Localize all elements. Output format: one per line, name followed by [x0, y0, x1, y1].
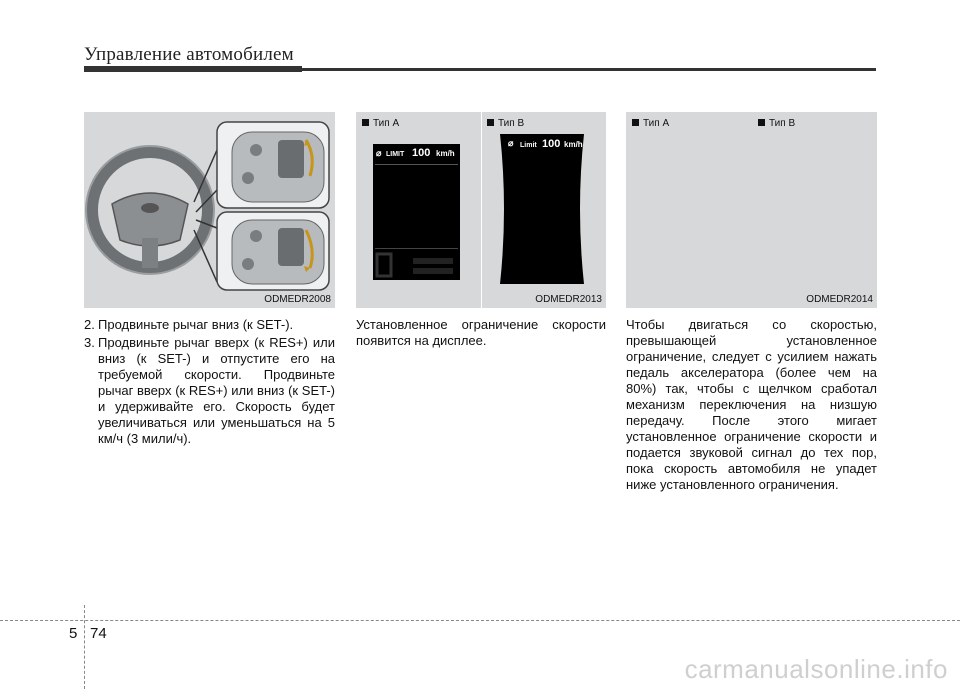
- limit-word: Limit: [520, 142, 537, 149]
- type-a-label: Тип A: [632, 118, 669, 129]
- column-3-text: Чтобы двигаться со скоростью, превышающей установленное ограничение, следует с усилием нажать педаль акселератора (более чем на 80%) так, чтобы с щелчком сработал механизм переключения на низшую передачу. После этого мигает установленное ограничение скорости и подается звуковой сигнал до тех пор, пока скорость автомобиля не упадет ниже установленного ограничения.: [626, 317, 877, 492]
- bullet-square-icon: [487, 119, 494, 126]
- footer-divider: [84, 605, 85, 689]
- figure-divider: [481, 112, 482, 308]
- chapter-number: 5: [69, 625, 78, 642]
- page-title: Управление автомобилем: [84, 44, 294, 65]
- instruction-step: 3. Продвиньте рычаг вверх (к RES+) или вниз (к SET-) и отпустите его на требуемой скорости. Продвиньте рычаг вверх (к RES+) или вниз (к SET-) и удерживайте его. Скорость будет увеличиваться или уменьшаться на 5 км/ч (3 мили/ч).: [84, 335, 335, 446]
- figure-caption: ODMEDR2008: [264, 294, 331, 305]
- bullet-square-icon: [758, 119, 765, 126]
- display-figure: [356, 112, 606, 308]
- type-b-label: Тип B: [487, 118, 524, 129]
- type-a-label: Тип A: [362, 118, 399, 129]
- limit-speed: 100: [542, 138, 561, 150]
- zoom-panel-upper: [194, 122, 329, 212]
- zoom-panel-lower: [194, 212, 329, 290]
- bullet-square-icon: [632, 119, 639, 126]
- speed-limit-icon: ⌀: [376, 148, 382, 158]
- instruction-step: 2. Продвиньте рычаг вниз (к SET-).: [84, 317, 294, 332]
- steering-wheel-figure: [84, 112, 335, 308]
- limit-speed: 100: [412, 147, 431, 159]
- column-1-text: [84, 317, 335, 449]
- column-2-text: Установленное ограничение скорости появится на дисплее.: [356, 317, 606, 348]
- header-rule: [84, 68, 876, 71]
- steering-wheel: [86, 146, 214, 274]
- bullet-square-icon: [362, 119, 369, 126]
- watermark: carmanualsonline.info: [684, 654, 948, 684]
- limit-unit: km/h: [436, 149, 455, 158]
- page-number: 74: [90, 625, 107, 642]
- type-b-label: Тип B: [758, 118, 795, 129]
- steering-wheel-illustration: [84, 112, 335, 308]
- limit-unit: km/h: [564, 140, 583, 149]
- type-b-display: [500, 134, 584, 284]
- pedal-figure: [626, 112, 877, 308]
- footer-rule: [0, 620, 960, 621]
- speed-limit-icon: ⌀: [508, 138, 514, 148]
- figure-caption: ODMEDR2014: [806, 294, 873, 305]
- limit-word: LIMIT: [386, 151, 405, 158]
- type-a-display: [373, 144, 460, 280]
- cluster-dim-graphics: [373, 250, 460, 280]
- figure-caption: ODMEDR2013: [535, 294, 602, 305]
